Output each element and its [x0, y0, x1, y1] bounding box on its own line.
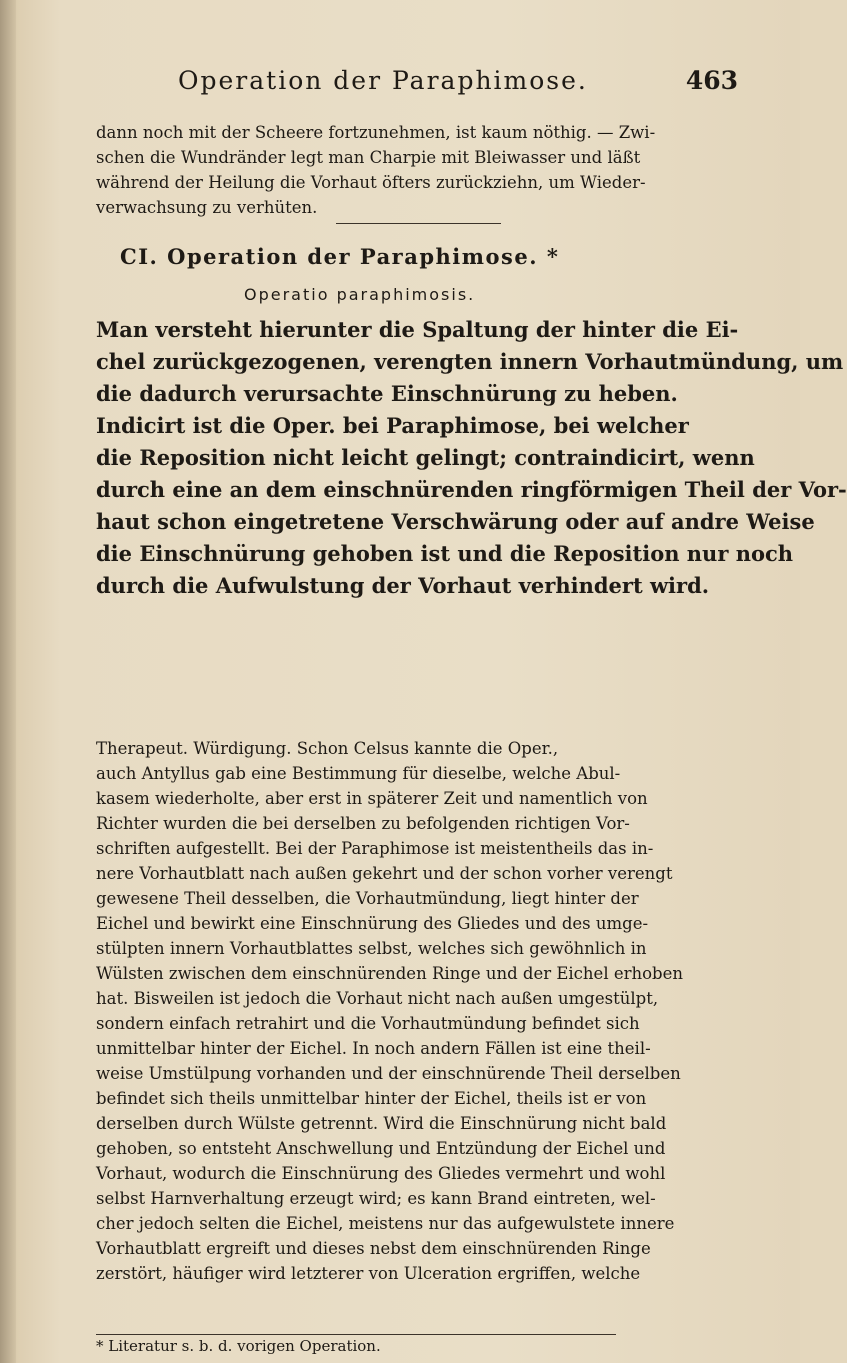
text-line: befindet sich theils unmittelbar hinter der Eichel, theils ist er von [96, 1089, 647, 1108]
text-line: Eichel und bewirkt eine Einschnürung des Gliedes und des umge- [96, 914, 649, 933]
text-line: kasem wiederholte, aber erst in späterer Zeit und namentlich von [96, 789, 648, 808]
text-line: Vorhaut, wodurch die Einschnürung des Gliedes vermehrt und wohl [96, 1164, 666, 1183]
definition-paragraph [96, 314, 847, 602]
text-line: stülpten innern Vorhautblattes selbst, welches sich gewöhnlich in [96, 939, 647, 958]
text-line: gehoben, so entsteht Anschwellung und Entzündung der Eichel und [96, 1139, 666, 1158]
therapeutic-paragraph [96, 736, 756, 1286]
section-latin-title: Operatio paraphimosis. [244, 285, 476, 304]
text-line: hat. Bisweilen ist jedoch die Vorhaut nicht nach außen umgestülpt, [96, 989, 659, 1008]
text-line: dann noch mit der Scheere fortzunehmen, ist kaum nöthig. — Zwi- [96, 123, 656, 142]
text-line: haut schon eingetretene Verschwärung oder auf andre Weise [96, 509, 815, 534]
footnote: * Literatur s. b. d. vorigen Operation. [96, 1337, 381, 1355]
text-line: Indicirt ist die Oper. bei Paraphimose, bei welcher [96, 413, 689, 438]
text-line: die Einschnürung gehoben ist und die Reposition nur noch [96, 541, 794, 566]
text-line: durch die Aufwulstung der Vorhaut verhindert wird. [96, 573, 710, 598]
text-line: auch Antyllus gab eine Bestimmung für dieselbe, welche Abul- [96, 764, 621, 783]
text-line: selbst Harnverhaltung erzeugt wird; es kann Brand eintreten, wel- [96, 1189, 656, 1208]
running-header [178, 66, 738, 106]
text-line: weise Umstülpung vorhanden und der einschnürende Theil derselben [96, 1064, 681, 1083]
text-line: die Reposition nicht leicht gelingt; contraindicirt, wenn [96, 445, 755, 470]
section-heading: CI. Operation der Paraphimose. * [120, 244, 560, 269]
text-line: Therapeut. Würdigung. Schon Celsus kannte die Oper., [96, 739, 559, 758]
page-gutter [0, 0, 16, 1363]
text-line: sondern einfach retrahirt und die Vorhautmündung befindet sich [96, 1014, 640, 1033]
text-line: Vorhautblatt ergreift und dieses nebst dem einschnürenden Ringe [96, 1239, 651, 1258]
text-line: zerstört, häufiger wird letzterer von Ulceration ergriffen, welche [96, 1264, 641, 1283]
text-line: gewesene Theil desselben, die Vorhautmündung, liegt hinter der [96, 889, 639, 908]
text-line: chel zurückgezogenen, verengten innern Vorhautmündung, um [96, 349, 844, 374]
text-line: Richter wurden die bei derselben zu befolgenden richtigen Vor- [96, 814, 630, 833]
text-line: schriften aufgestellt. Bei der Paraphimose ist meistentheils das in- [96, 839, 654, 858]
intro-paragraph [96, 120, 756, 220]
text-line: Man versteht hierunter die Spaltung der hinter die Ei- [96, 317, 739, 342]
text-line: durch eine an dem einschnürenden ringförmigen Theil der Vor- [96, 477, 847, 502]
text-line: während der Heilung die Vorhaut öfters zurückziehn, um Wieder- [96, 173, 646, 192]
text-line: derselben durch Wülste getrennt. Wird die Einschnürung nicht bald [96, 1114, 667, 1133]
running-title: Operation der Paraphimose. [178, 66, 588, 95]
footnote-divider [96, 1334, 616, 1335]
page-number: 463 [685, 66, 738, 95]
text-line: unmittelbar hinter der Eichel. In noch andern Fällen ist eine theil- [96, 1039, 651, 1058]
text-line: Wülsten zwischen dem einschnürenden Ringe und der Eichel erhoben [96, 964, 684, 983]
section-divider [336, 223, 501, 224]
text-line: verwachsung zu verhüten. [96, 198, 318, 217]
text-line: cher jedoch selten die Eichel, meistens nur das aufgewulstete innere [96, 1214, 675, 1233]
text-line: nere Vorhautblatt nach außen gekehrt und der schon vorher verengt [96, 864, 673, 883]
text-line: die dadurch verursachte Einschnürung zu heben. [96, 381, 678, 406]
text-line: schen die Wundränder legt man Charpie mit Bleiwasser und läßt [96, 148, 641, 167]
